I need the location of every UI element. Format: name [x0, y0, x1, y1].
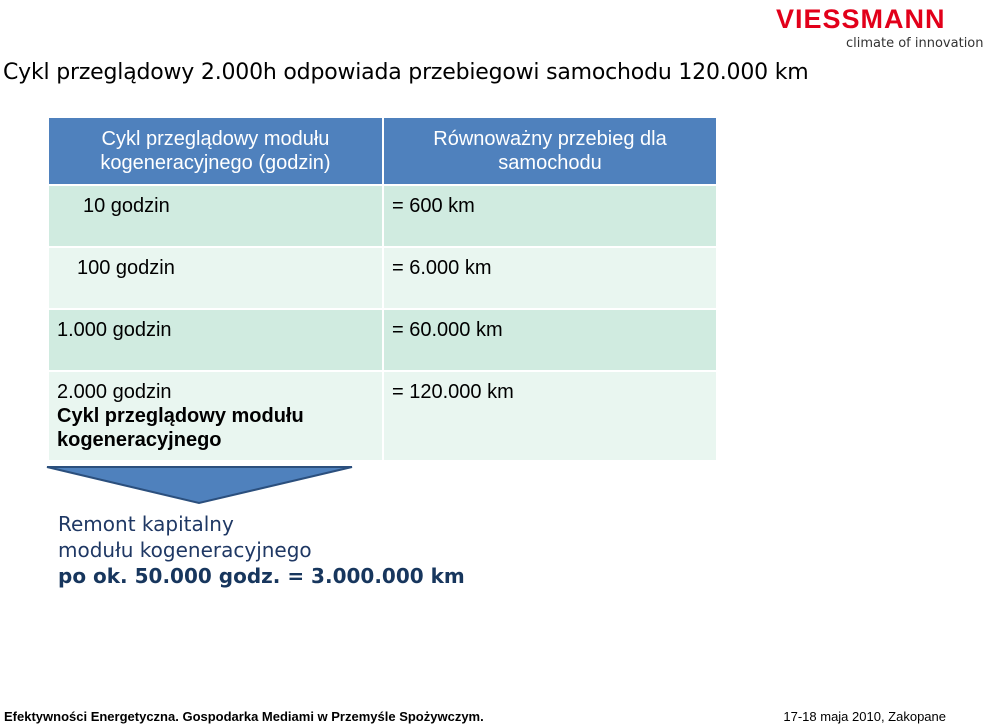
- header-cycle-hours-label: Cykl przeglądowy modułu kogeneracyjnego (godzin): [100, 128, 331, 174]
- km-value: = 120.000 km: [392, 381, 514, 403]
- overhaul-line-2: modułu kogeneracyjnego: [58, 538, 312, 562]
- km-value: = 60.000 km: [392, 319, 503, 341]
- overhaul-note: [58, 511, 465, 589]
- hours-cell: [48, 185, 383, 247]
- logo-brand-text: VIESSMANN: [776, 4, 946, 34]
- table-row: [48, 309, 717, 371]
- footer-left-text: Efektywności Energetyczna. Gospodarka Mediami w Przemyśle Spożywczym.: [4, 709, 484, 724]
- header-equivalent-km: [383, 117, 717, 185]
- hours-value: 100 godzin: [77, 257, 175, 279]
- header-cycle-hours: [48, 117, 383, 185]
- viessmann-wordmark: [776, 2, 956, 36]
- hours-value: 2.000 godzin: [57, 381, 172, 403]
- km-cell: [383, 247, 717, 309]
- logo-tagline: climate of innovation: [846, 36, 984, 51]
- table-row: [48, 371, 717, 461]
- table-header-row: [48, 117, 717, 185]
- down-arrow-shape: [44, 465, 356, 507]
- footer: [0, 705, 960, 727]
- page-title: Cykl przeglądowy 2.000h odpowiada przebiegowi samochodu 120.000 km: [3, 60, 809, 85]
- hours-cell: [48, 309, 383, 371]
- table-row: [48, 247, 717, 309]
- hours-cell: [48, 247, 383, 309]
- km-value: = 6.000 km: [392, 257, 492, 279]
- overhaul-line-1: Remont kapitalny: [58, 512, 234, 536]
- hours-note: Cykl przeglądowy modułu kogeneracyjnego: [57, 405, 304, 451]
- hours-cell: [48, 371, 383, 461]
- km-value: = 600 km: [392, 195, 475, 217]
- hours-value: 10 godzin: [83, 195, 170, 217]
- footer-right-text: 17-18 maja 2010, Zakopane: [783, 709, 946, 724]
- overhaul-line-3: po ok. 50.000 godz. = 3.000.000 km: [58, 564, 465, 588]
- viessmann-logo: [776, 2, 984, 52]
- hours-value: 1.000 godzin: [57, 319, 172, 341]
- km-cell: [383, 309, 717, 371]
- km-cell: [383, 371, 717, 461]
- service-cycle-table: [47, 116, 718, 462]
- header-equivalent-km-label: Równoważny przebieg dla samochodu: [433, 128, 667, 174]
- table-row: [48, 185, 717, 247]
- km-cell: [383, 185, 717, 247]
